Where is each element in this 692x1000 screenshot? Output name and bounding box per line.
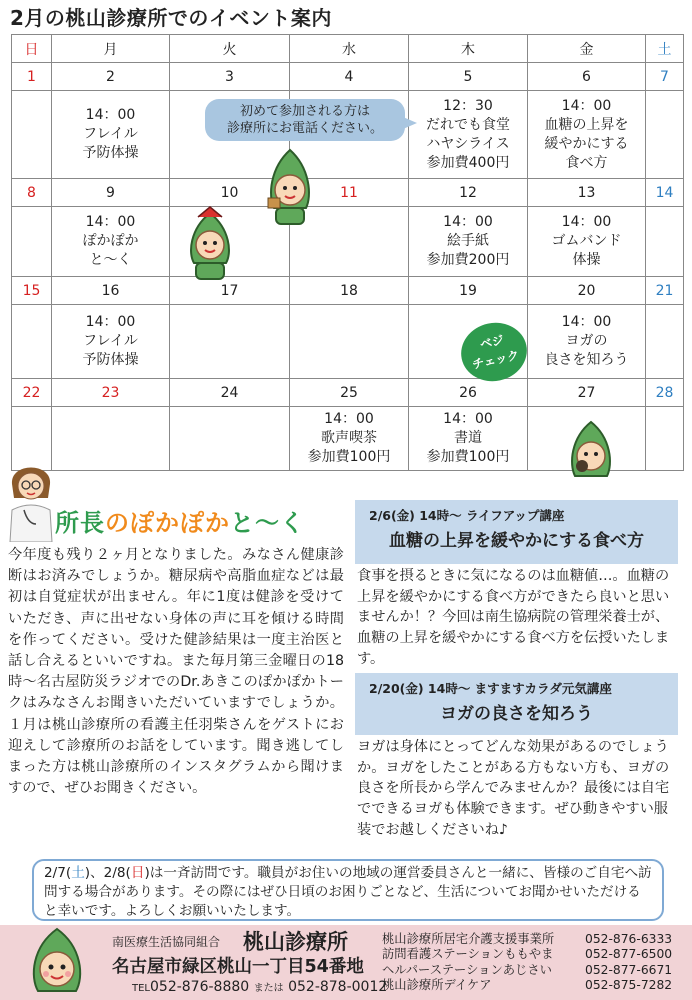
lecture1-header <box>355 500 678 564</box>
calendar-event <box>646 305 684 379</box>
calendar-event <box>12 305 52 379</box>
calendar-day-number: 19 <box>409 277 528 305</box>
footer-clinic-name: 桃山診療所 <box>243 930 348 954</box>
calendar-day-number: 7 <box>646 63 684 91</box>
calendar-event: 14：00 絵手紙 参加費200円 <box>409 207 528 277</box>
director-column-text: 今年度も残り２ヶ月となりました。みなさん健康診断はお済みでしょうか。糖尿病や高脂血症などは最初は自覚症状が出ません。年に1度は健診を受けていただき、声に出せない身体の声に耳を傾ける時間を作ってください。受けた健診結果は一度主治医と話し合えるといいですね。また毎月第三金曜日の18時～名古屋防災ラジオでのDr.あきこのぽかぽかトークはみなさんお聞きいただいていますでしょうか。１月は桃山診療所の看護主任羽柴さんをゲストにお迎えして診療所のお話をしています。聞き逃してしまった方は桃山診療所のインスタグラムから聞けますので、ぜひお聞きください。 <box>8 547 344 797</box>
footer-org: 南医療生活協同組合 <box>112 935 221 949</box>
calendar-event: 14：00 ヨガの 良さを知ろう <box>528 305 646 379</box>
service-name: 桃山診療所デイケア <box>382 977 492 992</box>
home-visit-notice <box>32 859 664 921</box>
calendar-event <box>12 207 52 277</box>
service-phone: 052-877-6500 <box>585 947 673 962</box>
calendar-day-number: 26 <box>409 379 528 407</box>
notice-text: )は一斉訪問です。職員がお住いの地域の運営委員さんと一緒に、皆様のご自宅へ訪問する場合があります。その際にはぜひ日頃のお困りごとなど、生活についてお聞かせいただけると幸いです。よろしくお願いいたします。 <box>44 865 652 919</box>
service-name: 訪問看護ステーションももやま <box>382 947 554 962</box>
calendar-event <box>12 91 52 179</box>
calendar-day-number: 17 <box>170 277 290 305</box>
calendar-day-number: 5 <box>409 63 528 91</box>
weekday-header: 日 <box>12 35 52 63</box>
tel-number-2: 052-878-0012 <box>288 979 388 995</box>
calendar-event <box>646 407 684 471</box>
footer-phone <box>132 979 387 995</box>
director-avatar-icon <box>6 454 56 542</box>
calendar-day-number: 13 <box>528 179 646 207</box>
calendar-event <box>646 207 684 277</box>
calendar-day-number: 27 <box>528 379 646 407</box>
calendar-day-number: 10 <box>170 179 290 207</box>
calendar-event: 14：00 歌声喫茶 参加費100円 <box>290 407 409 471</box>
calendar-day-number: 3 <box>170 63 290 91</box>
lecture2-header <box>355 673 678 735</box>
calendar-event <box>52 407 170 471</box>
first-visit-bubble: 初めて参加される方は 診療所にお電話ください。 <box>205 99 405 141</box>
weekday-header: 水 <box>290 35 409 63</box>
calendar-event <box>170 407 290 471</box>
tel-label: TEL <box>132 983 150 994</box>
footer <box>0 925 692 1000</box>
tel-or: または <box>253 983 284 994</box>
lecture1-subtitle: 2/6(金) 14時～ ライフアップ講座 <box>369 508 565 523</box>
mascot-character-icon <box>262 148 318 232</box>
calendar-event: 14：00 血糖の上昇を 緩やかにする 食べ方 <box>528 91 646 179</box>
calendar-day-number: 11 <box>290 179 409 207</box>
calendar-day-number: 4 <box>290 63 409 91</box>
calendar-day-number: 18 <box>290 277 409 305</box>
service-phone: 052-876-6333 <box>585 932 673 946</box>
column-heading-part: の <box>105 509 130 537</box>
calendar-day-number: 1 <box>12 63 52 91</box>
calendar-event <box>170 305 290 379</box>
calendar-day-number: 24 <box>170 379 290 407</box>
notice-sunday: 日 <box>130 865 145 881</box>
weekday-header: 月 <box>52 35 170 63</box>
lecture2-subtitle: 2/20(金) 14時～ ますますカラダ元気講座 <box>369 681 612 696</box>
calendar-day-number: 6 <box>528 63 646 91</box>
calendar-day-number: 25 <box>290 379 409 407</box>
calendar-day-number: 23 <box>52 379 170 407</box>
calendar-event: 12：30 だれでも食堂 ハヤシライス 参加費400円 <box>409 91 528 179</box>
calendar-day-number: 2 <box>52 63 170 91</box>
footer-service-phones <box>585 932 672 993</box>
notice-text: 2/7( <box>44 865 72 881</box>
mascot-character-icon <box>565 420 617 484</box>
weekday-header: 木 <box>409 35 528 63</box>
calendar-day-number: 14 <box>646 179 684 207</box>
calendar-day-number: 9 <box>52 179 170 207</box>
column-heading-part: ぽかぽか <box>130 509 230 537</box>
lecture2-body: ヨガは身体にとってどんな効果があるのでしょうか。ヨガをしたことがある方もない方も、ヨガの良さを所長から学んでみませんか？最後には自宅でできるヨガも体験できます。ぜひ動きやすい服装でお越しくださいね♪ <box>357 739 670 838</box>
clinic-mascot-logo-icon <box>22 927 92 999</box>
tel-number-1: 052-876-8880 <box>150 979 250 995</box>
notice-text: )、2/8( <box>84 865 131 881</box>
notice-saturday: 土 <box>71 865 85 881</box>
mascot-character-icon <box>182 205 238 285</box>
calendar-day-number: 15 <box>12 277 52 305</box>
column-heading-part: と～く <box>230 509 305 537</box>
calendar-day-number: 12 <box>409 179 528 207</box>
calendar-event <box>646 91 684 179</box>
weekday-header: 金 <box>528 35 646 63</box>
calendar-event <box>290 305 409 379</box>
column-heading-part: 所長 <box>55 509 105 537</box>
weekday-header: 火 <box>170 35 290 63</box>
calendar-day-number: 8 <box>12 179 52 207</box>
calendar-event: 14：00 ゴムバンド 体操 <box>528 207 646 277</box>
calendar-day-number: 21 <box>646 277 684 305</box>
lecture1-body: 食事を摂るときに気になるのは血糖値…。血糖の上昇を緩やかにする食べ方ができたら良いと思いませんか！？今回は南生協病院の管理栄養士が、血糖の上昇を緩やかにする食べ方を伝授いたします。 <box>357 568 670 667</box>
calendar-event: 14：00 フレイル 予防体操 <box>52 91 170 179</box>
calendar-event: 14：00 ぽかぽか と～く <box>52 207 170 277</box>
service-phone: 052-877-6671 <box>585 962 673 977</box>
footer-services <box>382 932 554 993</box>
column-heading <box>55 503 305 538</box>
calendar-event: 14：00 フレイル 予防体操 <box>52 305 170 379</box>
calendar-day-number: 22 <box>12 379 52 407</box>
lecture1-title: 血糖の上昇を緩やかにする食べ方 <box>389 531 644 551</box>
calendar-event: 14：00 書道 参加費100円 <box>409 407 528 471</box>
calendar-day-number: 28 <box>646 379 684 407</box>
footer-address: 名古屋市緑区桃山一丁目54番地 <box>112 957 364 977</box>
service-phone: 052-875-7282 <box>585 977 673 992</box>
weekday-header: 土 <box>646 35 684 63</box>
page-title: 2月の桃山診療所でのイベント案内 <box>10 6 332 30</box>
service-name: 桃山診療所居宅介護支援事業所 <box>382 932 555 946</box>
service-name: ヘルパーステーションあじさい <box>382 962 552 977</box>
calendar-day-number: 16 <box>52 277 170 305</box>
calendar-day-number: 20 <box>528 277 646 305</box>
veggie-check-badge: ベジ チェック <box>456 317 533 387</box>
lecture2-title: ヨガの良さを知ろう <box>440 704 593 724</box>
